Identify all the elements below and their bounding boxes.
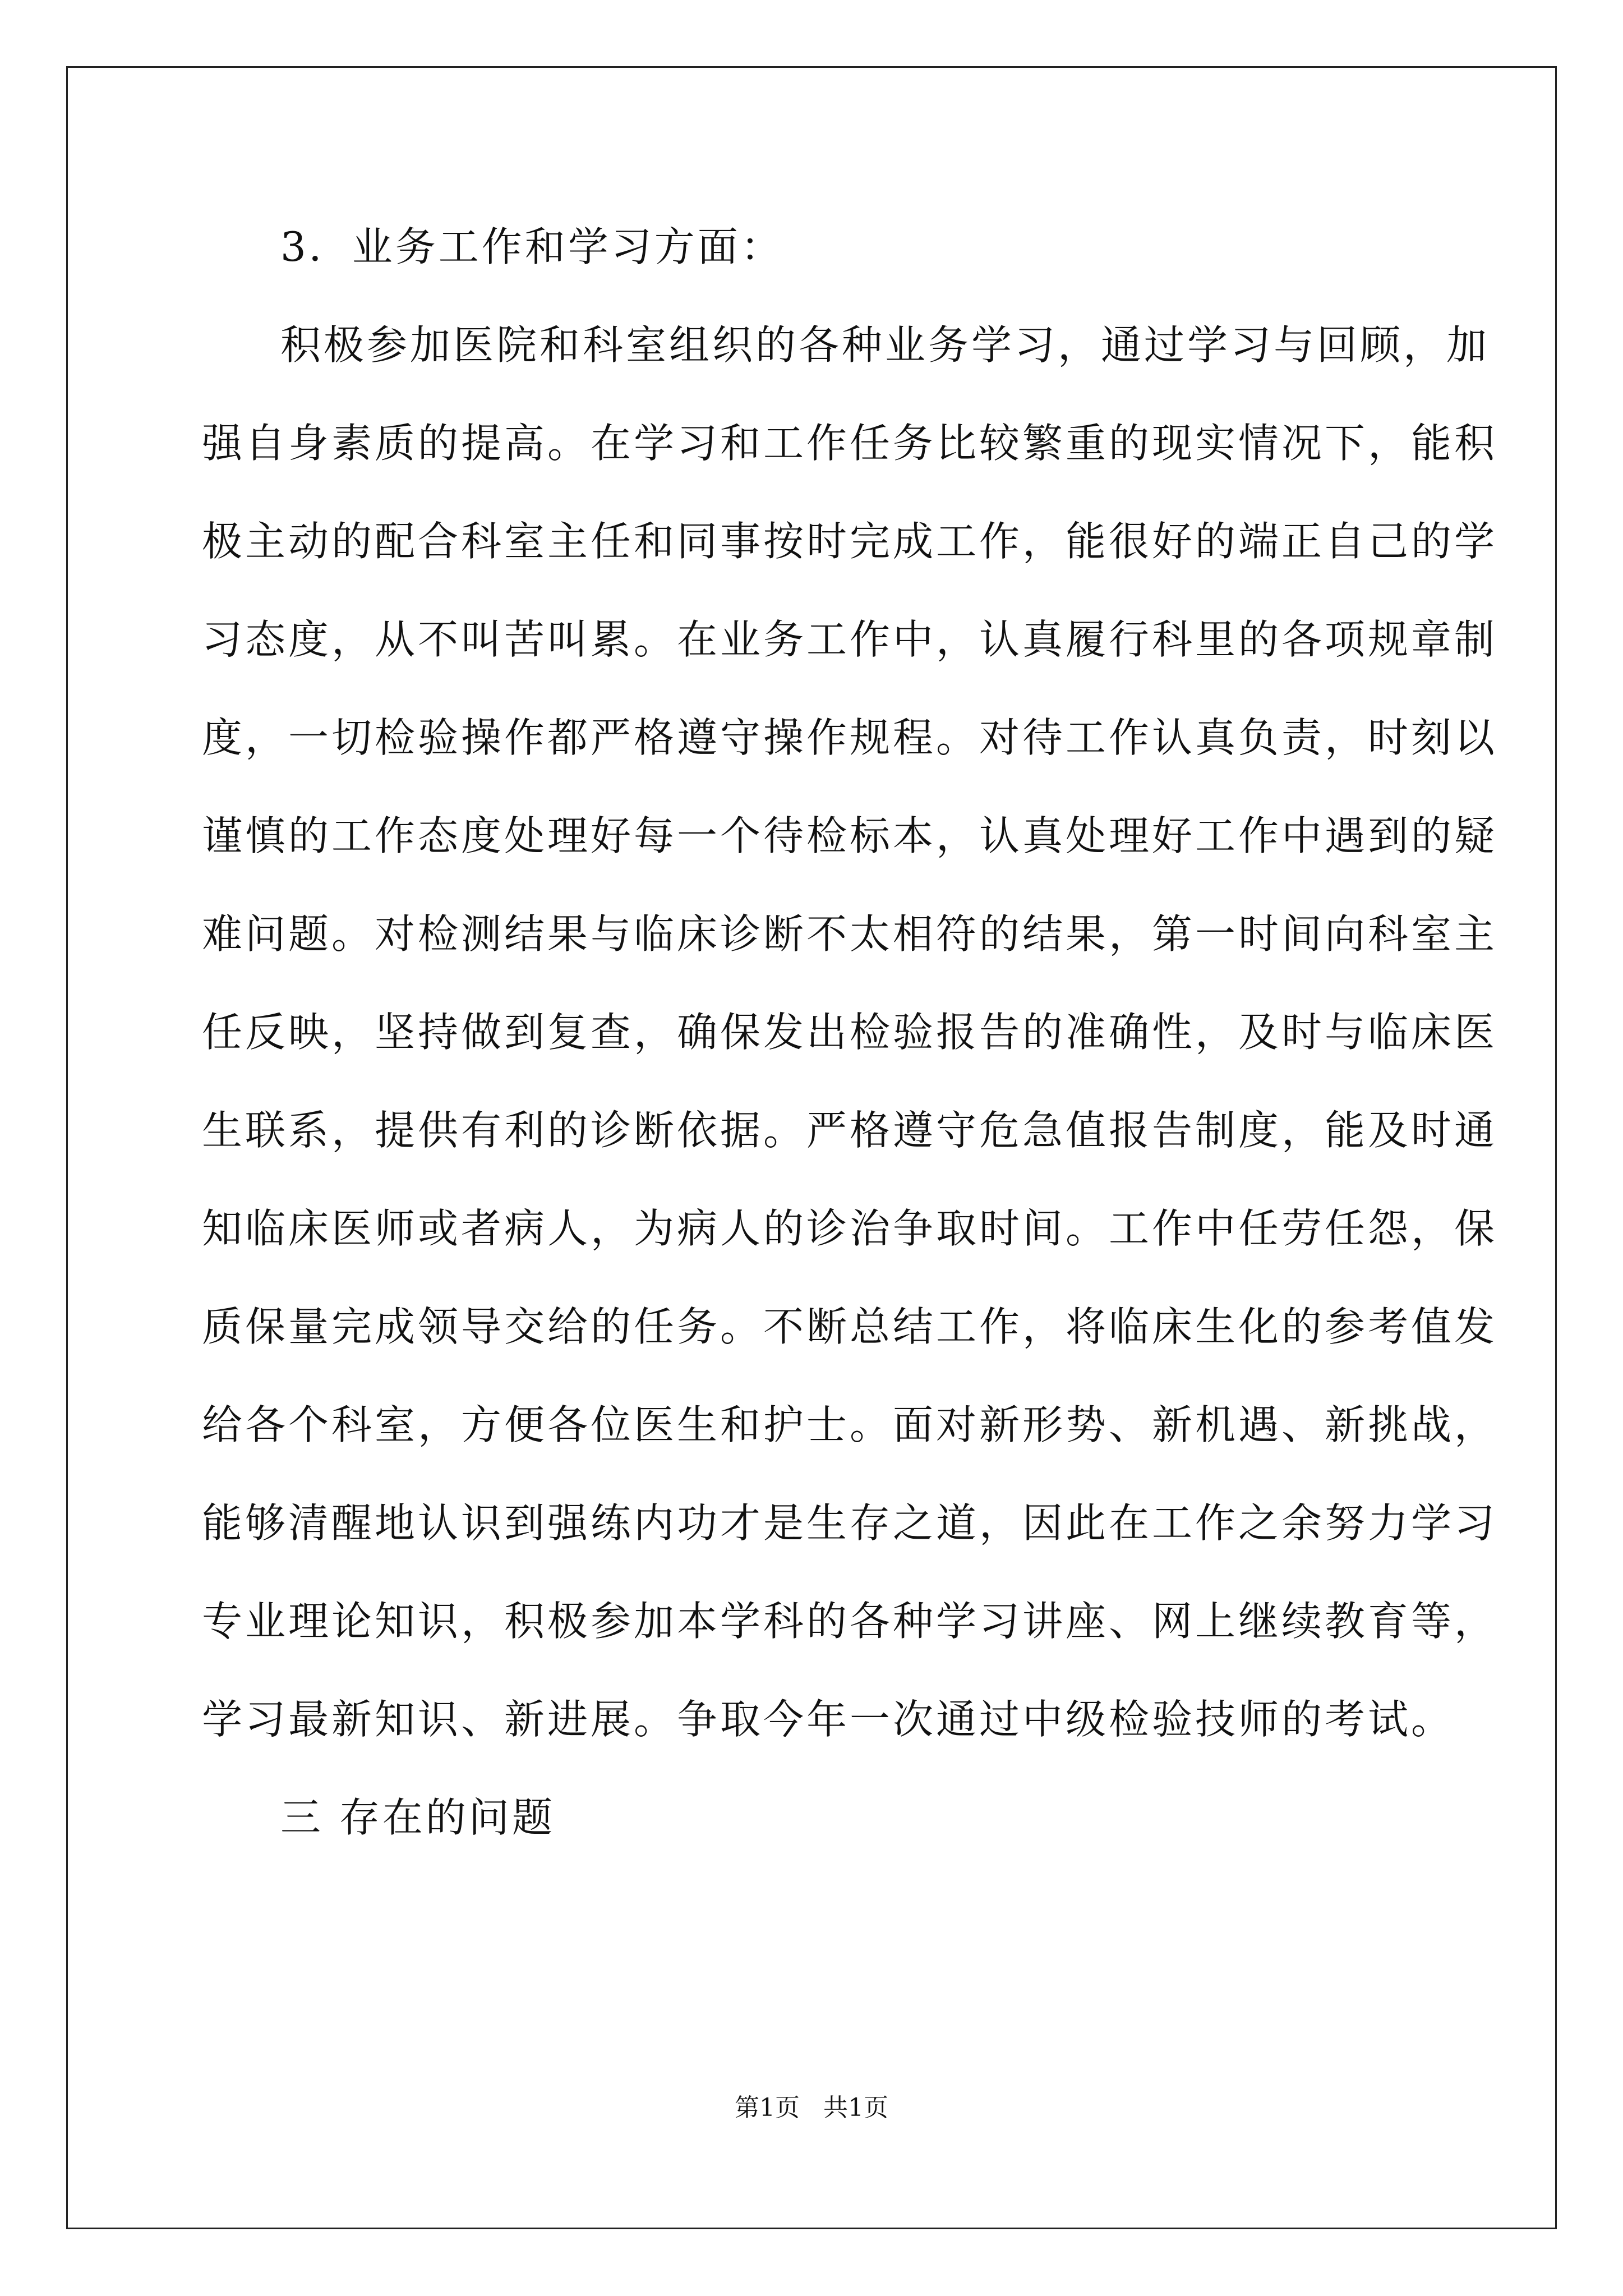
paragraph-line: 极主动的配合科室主任和同事按时完成工作，能很好的端正自己的学 bbox=[202, 518, 1498, 565]
paragraph-line: 任反映，坚持做到复查，确保发出检验报告的准确性，及时与临床医 bbox=[202, 1009, 1498, 1056]
paragraph-line: 质保量完成领导交给的任务。不断总结工作，将临床生化的参考值发 bbox=[202, 1303, 1498, 1350]
section-heading-problems: 三 存在的问题 bbox=[280, 1794, 555, 1841]
paragraph-line: 度，一切检验操作都严格遵守操作规程。对待工作认真负责，时刻以 bbox=[202, 714, 1498, 761]
paragraph-line: 谨慎的工作态度处理好每一个待检标本，认真处理好工作中遇到的疑 bbox=[202, 812, 1498, 859]
page-footer bbox=[0, 2091, 1623, 2125]
paragraph-line: 能够清醒地认识到强练内功才是生存之道，因此在工作之余努力学习 bbox=[202, 1499, 1498, 1547]
paragraph-line: 生联系，提供有利的诊断依据。严格遵守危急值报告制度，能及时通 bbox=[202, 1107, 1498, 1154]
page-number: 第1页 bbox=[735, 2093, 800, 2122]
section-heading-3: 3．业务工作和学习方面： bbox=[280, 223, 784, 270]
paragraph-line: 强自身素质的提高。在学习和工作任务比较繁重的现实情况下，能积 bbox=[202, 420, 1498, 467]
paragraph-line: 习态度，从不叫苦叫累。在业务工作中，认真履行科里的各项规章制 bbox=[202, 616, 1498, 663]
paragraph-line: 难问题。对检测结果与临床诊断不太相符的结果，第一时间向科室主 bbox=[202, 910, 1498, 958]
paragraph-line: 学习最新知识、新进展。争取今年一次通过中级检验技师的考试。 bbox=[202, 1696, 1455, 1743]
document-body bbox=[202, 219, 1498, 1888]
paragraph-line: 专业理论知识，积极参加本学科的各种学习讲座、网上继续教育等， bbox=[202, 1598, 1498, 1645]
paragraph-line: 积极参加医院和科室组织的各种业务学习，通过学习与回顾，加 bbox=[280, 321, 1490, 369]
page-total: 共1页 bbox=[823, 2093, 888, 2122]
paragraph-line: 给各个科室，方便各位医生和护士。面对新形势、新机遇、新挑战， bbox=[202, 1401, 1498, 1448]
paragraph-line: 知临床医师或者病人，为病人的诊治争取时间。工作中任劳任怨，保 bbox=[202, 1205, 1498, 1252]
